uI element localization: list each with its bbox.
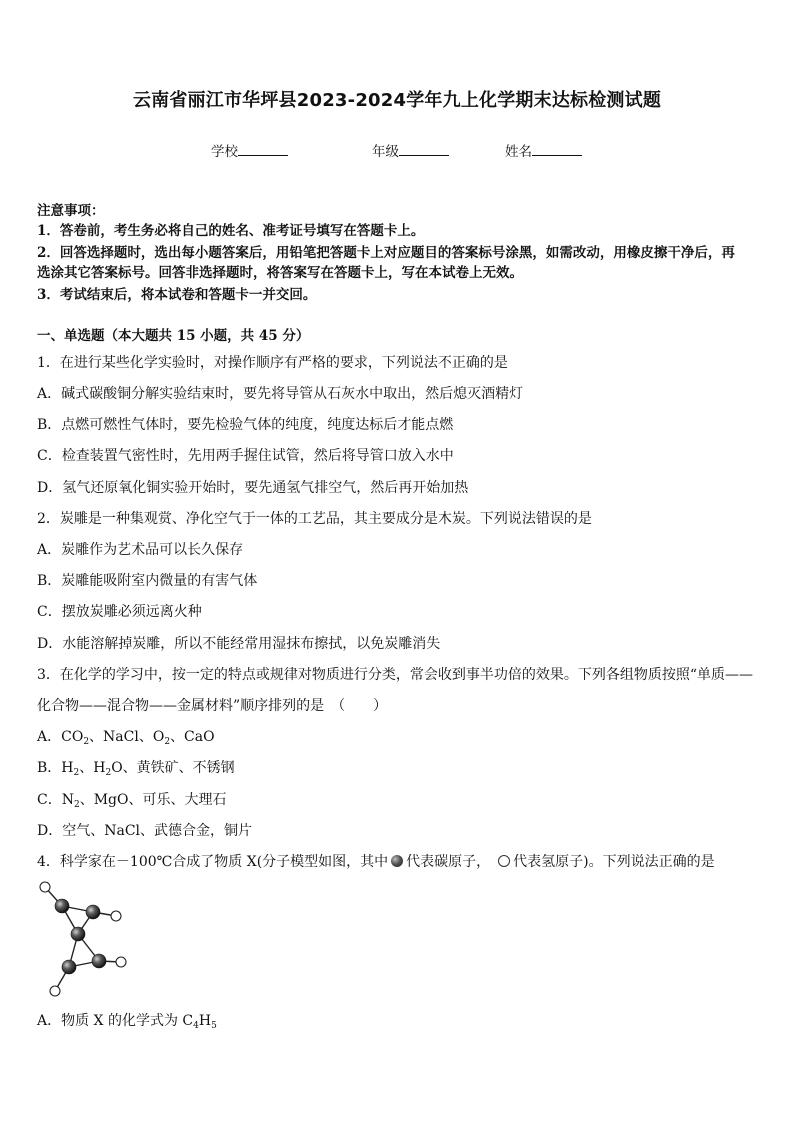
name-blank[interactable] [532,143,582,156]
notice-heading: 注意事项： [37,203,105,219]
grade-label: 年级 [372,144,399,160]
question-2-stem: 2．炭雕是一种集观赏、净化空气于一体的工艺品，其主要成分是木炭。下列说法错误的是 [37,511,592,527]
name-label: 姓名 [505,144,532,160]
carbon-atom [71,927,85,941]
carbon-atom-icon [391,855,403,867]
carbon-atom [55,899,69,913]
question-3-stem: 3．在化学的学习中，按一定的特点或规律对物质进行分类，常会收到事半功倍的效果。下列各组物质按照“单质—— [37,667,754,683]
section-heading: 一、单选题（本大题共 15 小题，共 45 分） [37,328,310,344]
school-blank[interactable] [238,143,288,156]
school-label: 学校 [211,144,238,160]
q2-option-a: A．炭雕作为艺术品可以长久保存 [37,542,244,558]
q2-option-c: C．摆放炭雕必须远离火种 [37,604,202,620]
q3-option-b: B．$H_2$、$H_2O$、黄铁矿、不锈钢 [37,760,235,778]
q1-option-c: C．检查装置气密性时，先用两手握住试管，然后将导管口放入水中 [37,448,454,464]
molecule-model-diagram [30,874,140,1004]
hydrogen-atom [40,882,50,892]
exam-title: 云南省丽江市华坪县2023-2024学年九上化学期末达标检测试题 [132,90,662,111]
grade-blank[interactable] [399,143,449,156]
q3-option-a: A．$CO_2$、NaCl、$O_2$、CaO [37,729,215,747]
name-field [505,140,582,160]
question-1-stem: 1．在进行某些化学实验时，对操作顺序有严格的要求，下列说法不正确的是 [37,355,508,371]
q1-option-a: A．碱式碳酸铜分解实验结束时，要先将导管从石灰水中取出，然后熄灭酒精灯 [37,386,524,402]
q2-option-d: D．水能溶解掉炭雕，所以不能经常用湿抹布擦拭，以免炭雕消失 [37,636,441,652]
q3-option-d: D．空气、NaCl、武德合金，铜片 [37,823,253,839]
hydrogen-atom [116,957,126,967]
question-3-stem-cont: 化合物——混合物——金属材料”顺序排列的是 （ ） [37,698,388,714]
hydrogen-atom-icon [498,855,510,867]
grade-field [372,140,449,160]
notice-item: 1．答卷前，考生务必将自己的姓名、准考证号填写在答题卡上。 [37,223,425,239]
q2-option-b: B．炭雕能吸附室内微量的有害气体 [37,573,258,589]
q1-option-d: D．氢气还原氧化铜实验开始时，要先通氢气排空气，然后再开始加热 [37,480,469,496]
hydrogen-atom [50,986,60,996]
notice-item: 2．回答选择题时，选出每小题答案后，用铅笔把答题卡上对应题目的答案标号涂黑，如需改动，用橡皮擦干净后，再 [37,245,735,261]
question-4-stem: 4．科学家在－100℃合成了物质 X(分子模型如图，其中 代表碳原子， 代表氢原子)。下列说法正确的是 [37,854,715,870]
hydrogen-atom [111,911,121,921]
q1-option-b: B．点燃可燃性气体时，要先检验气体的纯度，纯度达标后才能点燃 [37,417,454,433]
carbon-atom [62,960,76,974]
notice-item: 选涂其它答案标号。回答非选择题时，将答案写在答题卡上，写在本试卷上无效。 [37,265,523,281]
carbon-atom [86,905,100,919]
q3-option-c: C．$N_2$、MgO、可乐、大理石 [37,792,227,810]
school-field [211,140,288,160]
q4-option-a: A．物质 X 的化学式为 $C_4H_5$ [37,1013,217,1031]
notice-item: 3．考试结束后，将本试卷和答题卡一并交回。 [37,287,317,303]
carbon-atom [92,954,106,968]
